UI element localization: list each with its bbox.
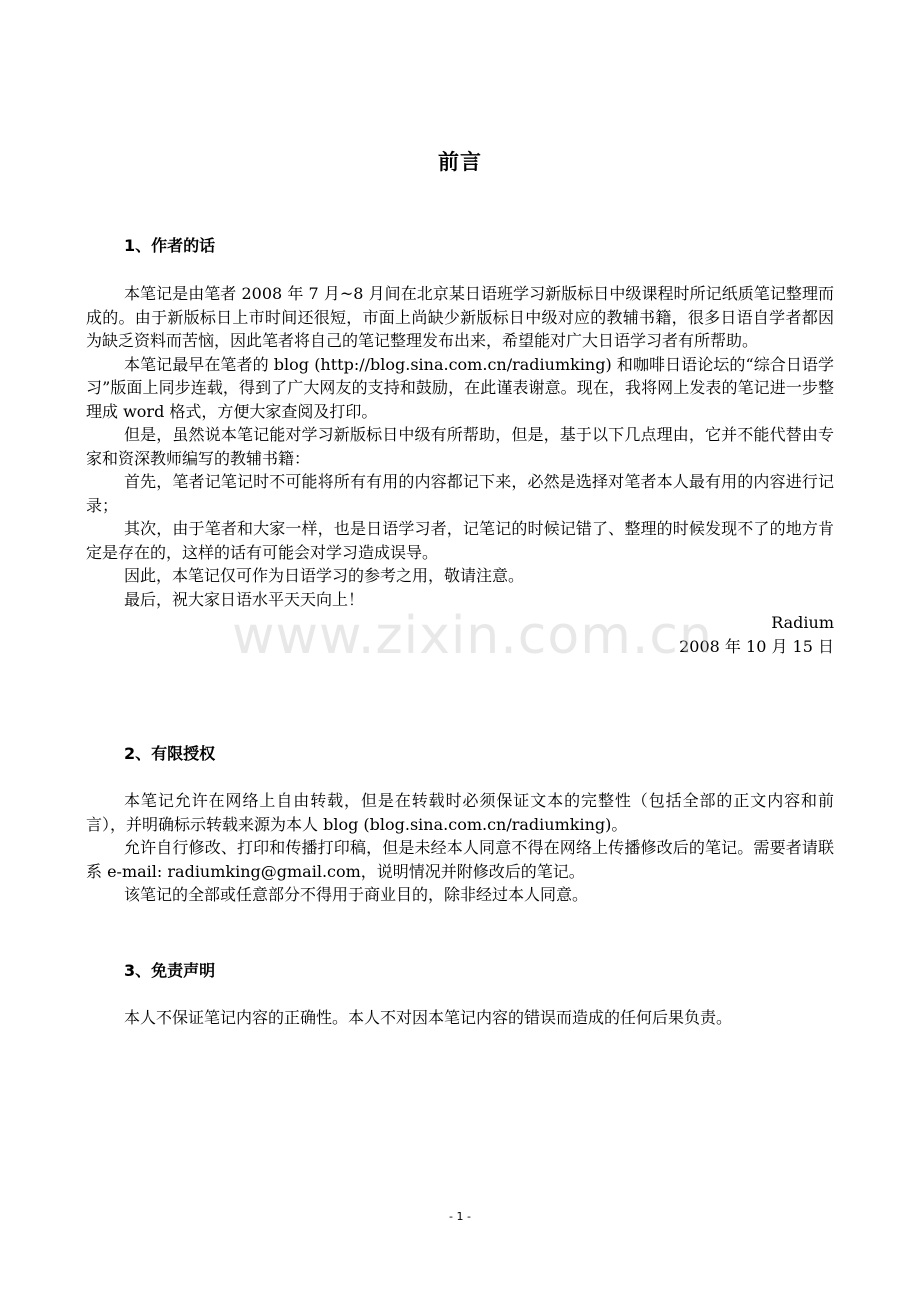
watermark: www.zixin.com.cn xyxy=(232,606,713,666)
section-heading-author-note: 1、作者的话 xyxy=(124,236,216,255)
signature-date: 2008 年 10 月 15 日 xyxy=(679,636,834,656)
paragraph: 本人不保证笔记内容的正确性。本人不对因本笔记内容的错误而造成的任何后果负责。 xyxy=(124,1008,733,1027)
section-author-note xyxy=(86,282,834,658)
signature: Radium xyxy=(771,613,834,632)
paragraph: 本笔记是由笔者 2008 年 7 月~8 月间在北京某日语班学习新版标日中级课程时所记纸质笔记整理而成的。由于新版标日上市时间还很短，市面上尚缺少新版标日中级对应的教辅书籍，很多日语自学者都因为缺乏资料而苦恼，因此笔者将自己的笔记整理发布出来，希望能对广大日语学习者有所帮助。 xyxy=(86,284,834,350)
section-heading-license: 2、有限授权 xyxy=(124,744,216,763)
section-license xyxy=(86,789,834,907)
paragraph: 本笔记最早在笔者的 blog (http://blog.sina.com.cn/radiumking) 和咖啡日语论坛的“综合日语学习”版面上同步连载，得到了广大网友的支持和鼓励，在此谨表谢意。现在，我将网上发表的笔记进一步整理成 word 格式，方便大家查阅及打印。 xyxy=(86,354,834,421)
paragraph: 其次，由于笔者和大家一样，也是日语学习者，记笔记的时候记错了、整理的时候发现不了的地方肯定是存在的，这样的话有可能会对学习造成误导。 xyxy=(86,519,834,562)
paragraph: 因此，本笔记仅可作为日语学习的参考之用，敬请注意。 xyxy=(124,566,525,585)
paragraph: 最后，祝大家日语水平天天向上！ xyxy=(124,589,365,609)
page-title: 前言 xyxy=(438,150,482,174)
page-number: - 1 - xyxy=(449,1210,471,1223)
section-disclaimer xyxy=(86,1006,834,1030)
paragraph: 允许自行修改、打印和传播打印稿，但是未经本人同意不得在网络上传播修改后的笔记。需要者请联系 e-mail: radiumking@gmail.com，说明情况并附修改后的笔记。 xyxy=(86,838,834,881)
paragraph: 但是，虽然说本笔记能对学习新版标日中级有所帮助，但是，基于以下几点理由，它并不能代替由专家和资深教师编写的教辅书籍： xyxy=(86,425,834,468)
paragraph: 首先，笔者记笔记时不可能将所有有用的内容都记下来，必然是选择对笔者本人最有用的内容进行记录； xyxy=(86,472,834,515)
section-heading-disclaimer: 3、免责声明 xyxy=(124,961,216,980)
paragraph: 本笔记允许在网络上自由转载，但是在转载时必须保证文本的完整性（包括全部的正文内容和前言），并明确标示转载来源为本人 blog (blog.sina.com.cn/radiumking)。 xyxy=(86,791,834,834)
paragraph: 该笔记的全部或任意部分不得用于商业目的，除非经过本人同意。 xyxy=(124,885,589,904)
